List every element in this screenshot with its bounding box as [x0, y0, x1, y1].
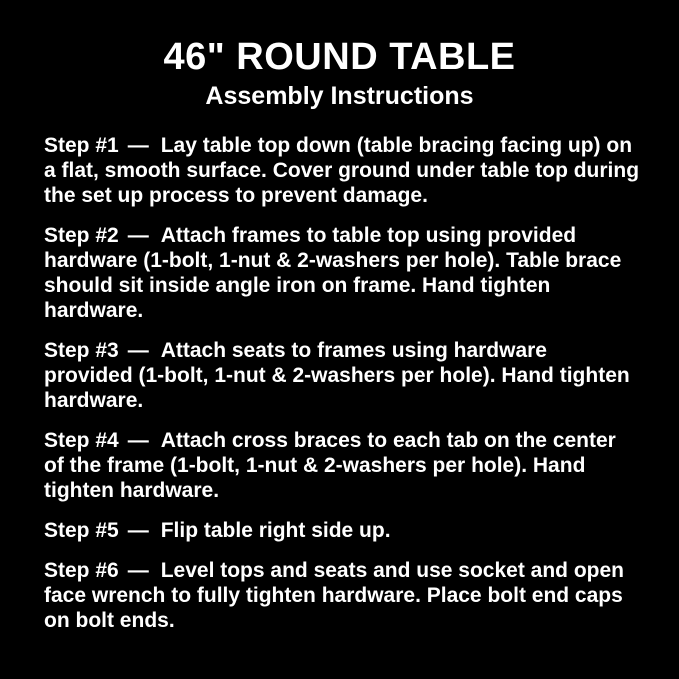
em-dash: —: [127, 559, 149, 582]
step-text: Level tops and seats and use socket and open face wrench to fully tighten hardware. Place bolt end caps on bolt ends.: [44, 559, 625, 632]
step-label: Step #6: [44, 559, 119, 582]
step-label: Step #4: [44, 429, 119, 452]
em-dash: —: [127, 339, 149, 362]
step-text: Attach frames to table top using provided hardware (1-bolt, 1-nut & 2-washers per hole). Table brace should sit inside angle iron on frame. Hand tighten hardware.: [44, 224, 622, 322]
step-item-5: [44, 518, 641, 543]
page-subtitle: Assembly Instructions: [205, 82, 474, 110]
step-item-6: [44, 558, 641, 633]
em-dash: —: [127, 224, 149, 247]
step-label: Step #3: [44, 339, 119, 362]
step-item-4: [44, 428, 641, 503]
em-dash: —: [127, 429, 149, 452]
step-label: Step #1: [44, 134, 119, 157]
step-text: Flip table right side up.: [160, 519, 391, 542]
header: [0, 0, 679, 111]
step-item-1: [44, 133, 641, 208]
steps-list: [0, 111, 679, 633]
step-text: Attach cross braces to each tab on the center of the frame (1-bolt, 1-nut & 2-washers per hole). Hand tighten hardware.: [44, 429, 616, 502]
em-dash: —: [127, 519, 149, 542]
em-dash: —: [127, 134, 149, 157]
step-label: Step #2: [44, 224, 119, 247]
step-text: Lay table top down (table bracing facing up) on a flat, smooth surface. Cover ground under table top during the set up process to prevent damage.: [44, 134, 640, 207]
step-item-3: [44, 338, 641, 413]
step-text: Attach seats to frames using hardware provided (1-bolt, 1-nut & 2-washers per hole). Hand tighten hardware.: [44, 339, 630, 412]
step-label: Step #5: [44, 519, 119, 542]
page-title: 46" ROUND TABLE: [163, 36, 516, 78]
step-item-2: [44, 223, 641, 323]
